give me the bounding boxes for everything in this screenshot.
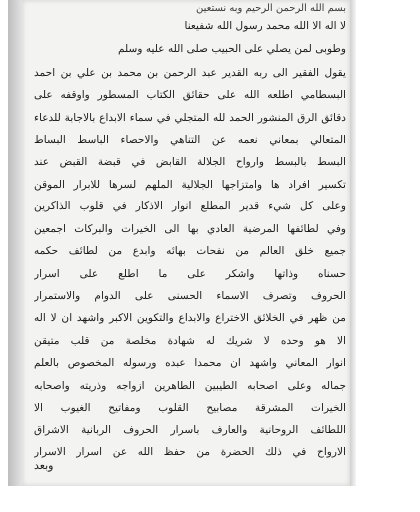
manuscript-line: حسناه وذاتها واشكر على ما اطلع على اسرار: [34, 268, 346, 280]
manuscript-line: الا هو وحده لا شريك له شهادة مخلصة من قلب متيقن: [34, 335, 346, 347]
manuscript-line: لا اله الا الله محمد رسول الله شفيعنا: [184, 20, 346, 32]
manuscript-line: وطوبى لمن يصلي على الحبيب صلى الله عليه وسلم: [117, 43, 346, 55]
manuscript-line: البسطامي اطلعه الله على حقائق الكتاب المسطور واوقفه على: [34, 89, 346, 101]
manuscript-line: جماله وعلى اصحابه الطيبين الطاهرين ازواجه وذريته واصحابه: [34, 380, 346, 392]
manuscript-line: الحروف وتصرف الاسماء الحسنى على الدوام والاستمرار: [34, 290, 346, 302]
manuscript-line: يقول الفقير الى ربه القدير عبد الرحمن بن محمد بن علي بن احمد: [34, 67, 346, 79]
manuscript-line: من ظهر في الخلائق الاختراع والابداع والتكوين الاكبر واشهد ان لا اله: [34, 312, 346, 324]
manuscript-line: جميع خلق العالم من نفحات بهائه وابدع من لطائف حكمه: [34, 245, 346, 257]
manuscript-line: انوار المعاني واشهد ان محمدا عبده ورسوله المخصوص بالعلم: [34, 357, 346, 369]
manuscript-line: اللطائف الروحانية والعارف باسرار الحروف الربانية الاشراق: [34, 424, 346, 436]
manuscript-line: الخيرات المشرقة مصابيح القلوب ومفاتيح الغيوب الا: [34, 402, 346, 414]
manuscript-line: تكسير افراد ها وامتزاجها الجلالية الملهم لسرها للابرار الموقن: [34, 179, 346, 191]
manuscript-line: البسط بالبسط وارواح الجلالة القابض في قبضة القبض عند: [34, 156, 346, 168]
manuscript-line: المتعالي بمعاني نعمه عن التناهي والاحصاء الباسط البساط: [34, 134, 346, 146]
manuscript-line: الارواح في ذلك الحضرة من حفظ الله عن اسرار الاسرار: [34, 446, 346, 458]
page-edge: [350, 0, 356, 486]
catchword: وبعد: [34, 459, 54, 472]
manuscript-line: دقائق الرق المنشور الحمد لله المتجلي في سماء الابداع بالاجابة للدعاء: [34, 112, 346, 124]
manuscript-line: وفي لطائفها المرضية العادي بها الى الخيرات والبركات اجمعين: [34, 223, 346, 235]
manuscript-sheet: [22, 0, 350, 486]
manuscript-line: بسم الله الرحمن الرحيم وبه نستعين: [195, 3, 346, 14]
manuscript-line: وعلى كل شيء قدير المطلع انوار الاذكار في قلوب الذاكرين: [34, 200, 346, 212]
